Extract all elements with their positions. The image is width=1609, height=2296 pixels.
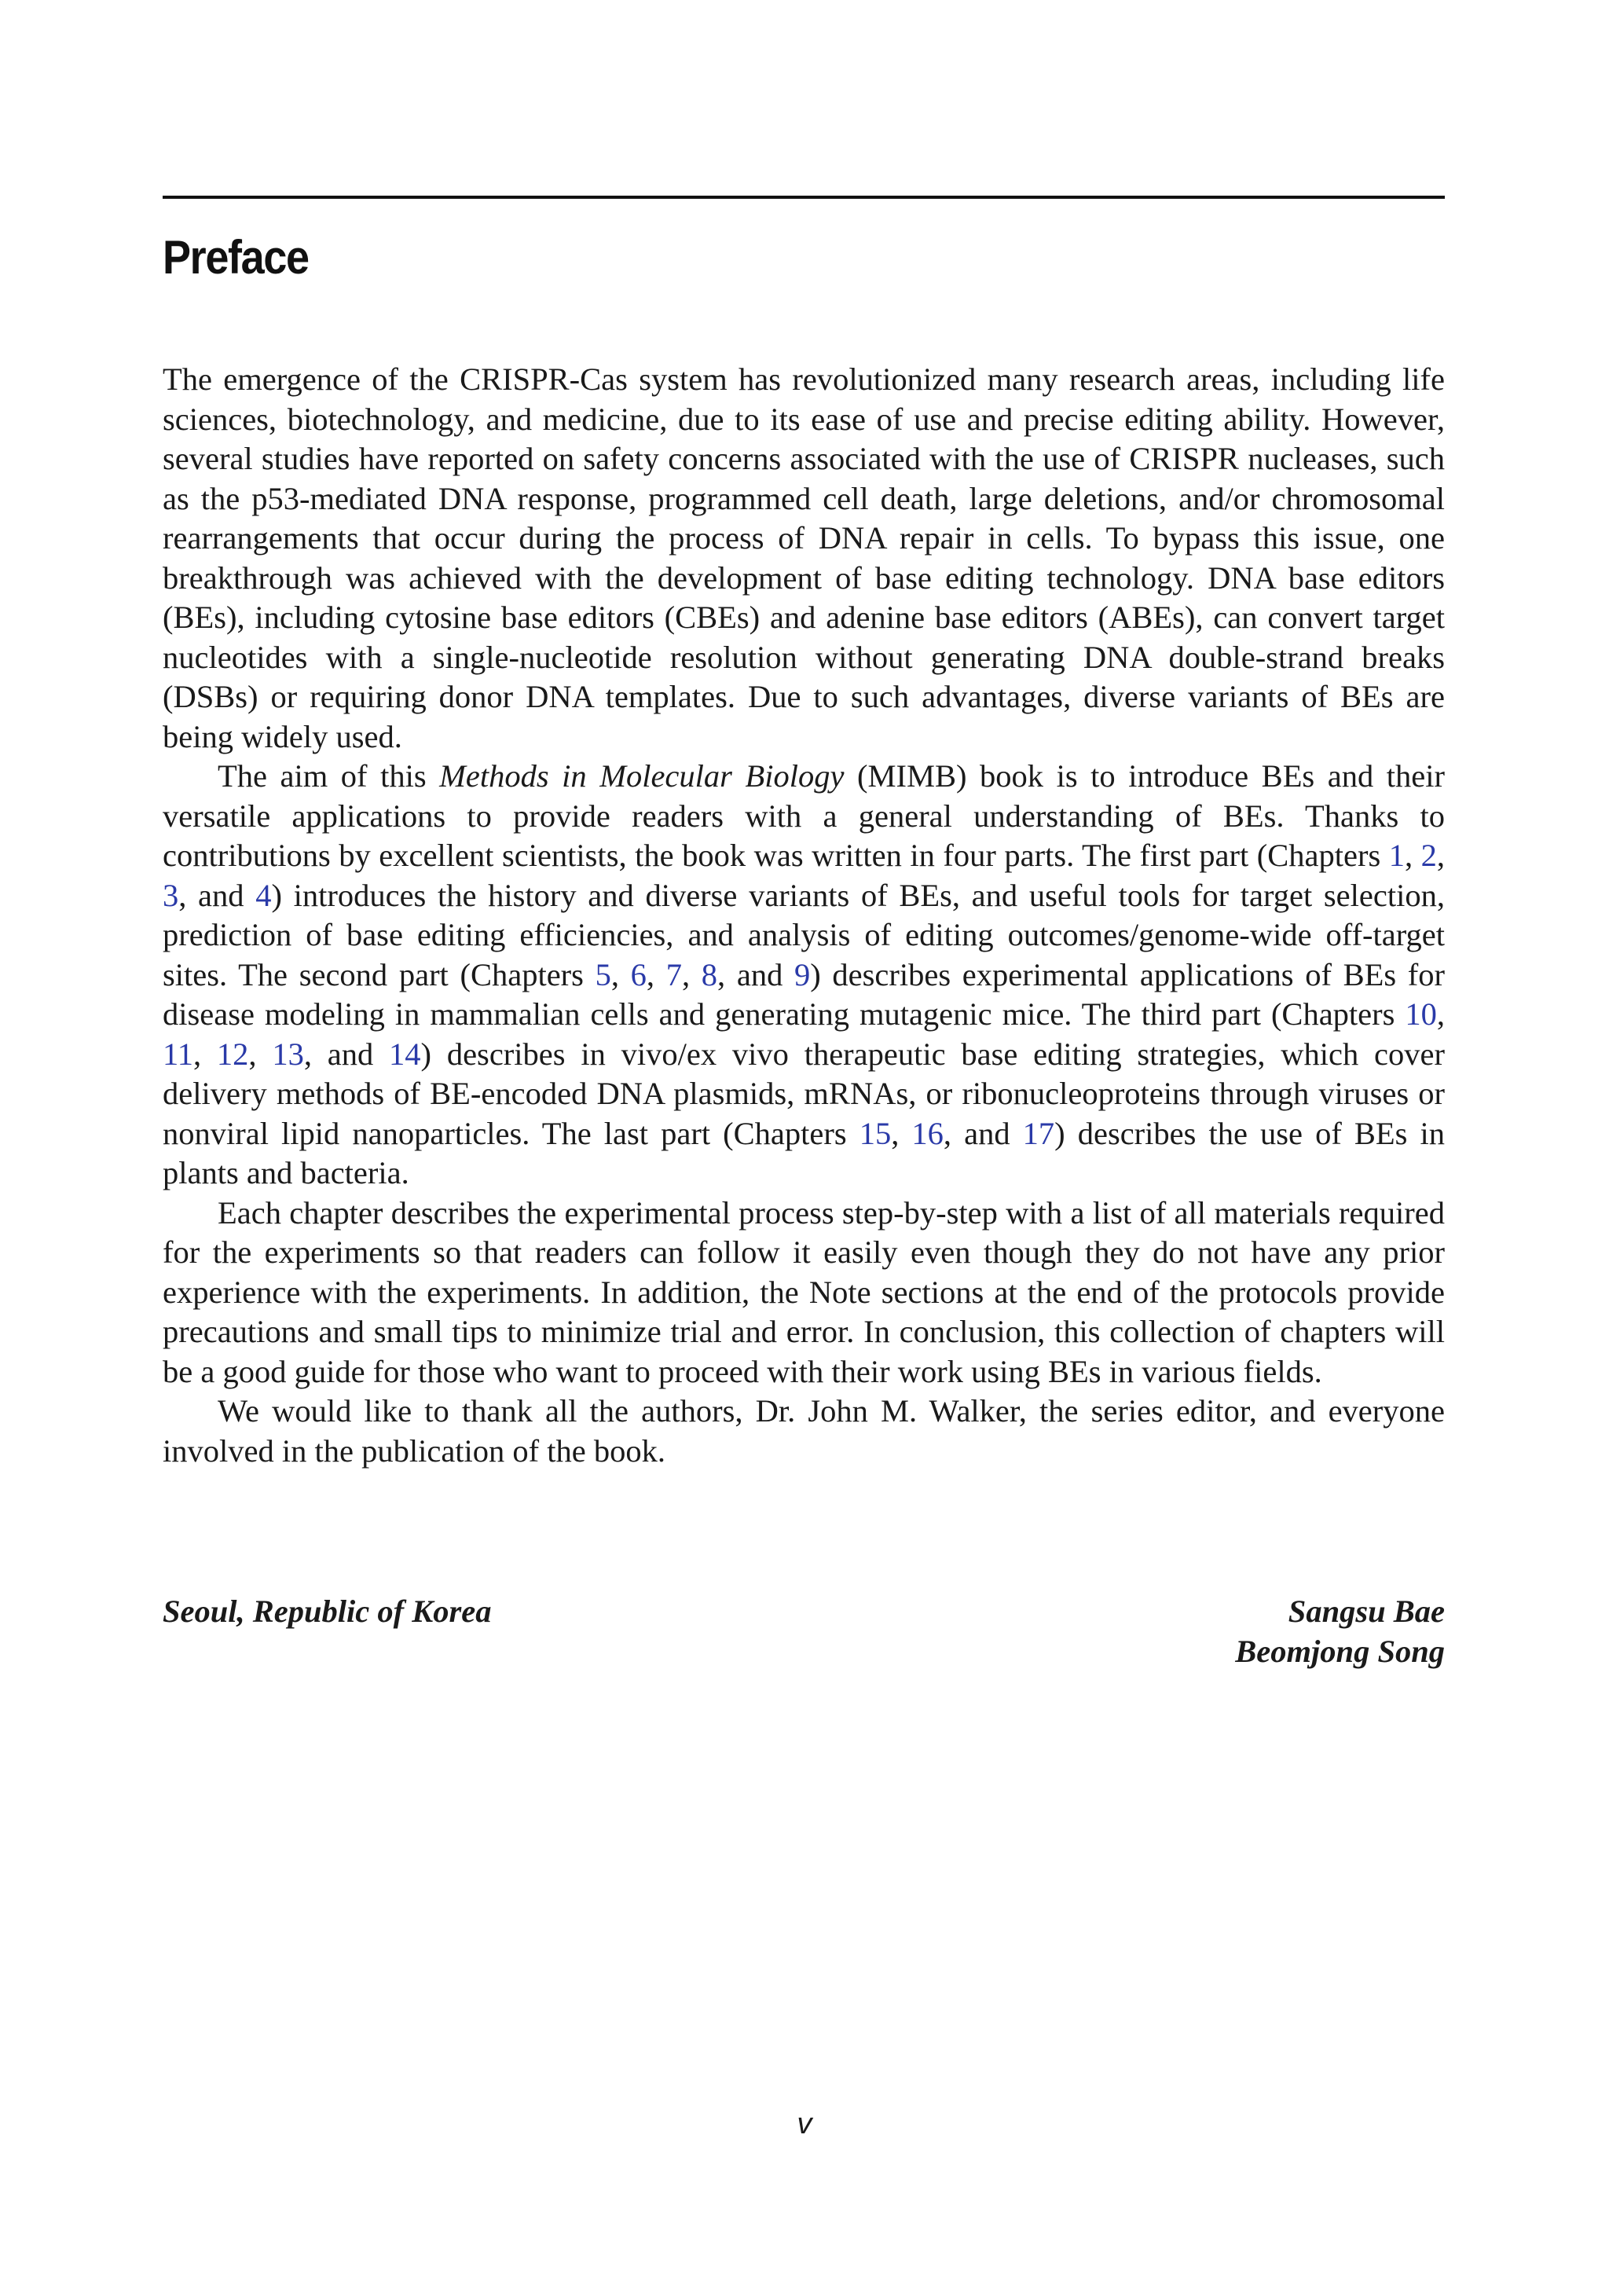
chapter-link-9[interactable]: 9	[794, 956, 811, 992]
chapter-link-3[interactable]: 3	[163, 877, 179, 913]
chapter-link-15[interactable]: 15	[859, 1115, 892, 1151]
page-number: v	[797, 2107, 812, 2140]
chapter-link-11[interactable]: 11	[163, 1036, 193, 1072]
text-run: ) describes experimental applications of BEs for disease modeling in mammalian cells and generating mutagenic mice. The third part (Chapters	[163, 956, 1446, 1032]
chapter-link-7[interactable]: 7	[665, 956, 682, 992]
text-run: (MIMB) book is to introduce BEs and their versatile applications to provide readers with a general understanding of BEs. Thanks to contributions by excellent scientists, the book was written in four parts. The first part (Chapters	[163, 758, 1445, 873]
author-name: Sangsu Bae	[1288, 1594, 1445, 1629]
chapter-link-17[interactable]: 17	[1022, 1115, 1055, 1151]
text-run: ,	[1436, 996, 1445, 1032]
paragraph-2	[163, 757, 1445, 1194]
chapter-link-12[interactable]: 12	[216, 1036, 249, 1072]
text-run: , and	[178, 877, 256, 913]
text-run: ,	[610, 956, 631, 992]
chapter-link-4[interactable]: 4	[255, 877, 272, 913]
text-run: ,	[646, 956, 666, 992]
text-run: , and	[943, 1115, 1023, 1151]
chapter-link-13[interactable]: 13	[272, 1036, 304, 1072]
text-run: ) introduces the history and diverse variants of BEs, and useful tools for target selection, prediction of base editing efficiencies, and analysis of editing outcomes/genome-wide off-target sites. The second part (Chapters	[163, 877, 1445, 992]
chapter-link-6[interactable]: 6	[630, 956, 647, 992]
page-title: Preface	[163, 231, 309, 284]
text-run: ,	[681, 956, 702, 992]
text-run: We would like to thank all the authors, Dr. John M. Walker, the series editor, and everyone involved in the publication of the book.	[163, 1393, 1445, 1469]
author-name: Beomjong Song	[1235, 1633, 1445, 1669]
book-title-italic: Methods in Molecular Biology	[439, 758, 845, 794]
chapter-link-2[interactable]: 2	[1420, 838, 1437, 873]
signoff-authors	[1235, 1592, 1445, 1671]
text-run: , and	[717, 956, 794, 992]
text-run: ,	[1404, 838, 1421, 873]
signoff-place: Seoul, Republic of Korea	[163, 1594, 492, 1629]
paragraph-3	[163, 1194, 1445, 1392]
chapter-link-16[interactable]: 16	[911, 1115, 944, 1151]
text-run: The emergence of the CRISPR-Cas system has revolutionized many research areas, including life sciences, biotechnology, and medicine, due to its ease of use and precise editing ability. However, several studies have reported on safety concerns associated with the use of CRISPR nucleases, such as the p53-mediated DNA response, programmed cell death, large deletions, and/or chromosomal rearrangements that occur during the process of DNA repair in cells. To bypass this issue, one breakthrough was achieved with the development of base editing technology. DNA base editors (BEs), including cytosine base editors (CBEs) and adenine base editors (ABEs), can convert target nucleotides with a single-nucleotide resolution without generating DNA double-strand breaks (DSBs) or requiring donor DNA templates. Due to such advantages, diverse variants of BEs are being widely used.	[163, 361, 1445, 754]
text-run: Each chapter describes the experimental process step-by-step with a list of all materials required for the experiments so that readers can follow it easily even though they do not have any prior experience with the experiments. In addition, the Note sections at the end of the protocols provide precautions and small tips to minimize trial and error. In conclusion, this collection of chapters will be a good guide for those who want to proceed with their work using BEs in various fields.	[163, 1194, 1445, 1389]
header-rule	[163, 196, 1445, 199]
chapter-link-10[interactable]: 10	[1405, 996, 1437, 1032]
paragraph-4	[163, 1392, 1445, 1471]
preface-body	[163, 360, 1445, 1471]
text-run: ,	[193, 1036, 217, 1072]
paragraph-1	[163, 360, 1445, 757]
chapter-link-8[interactable]: 8	[701, 956, 718, 992]
text-run: ,	[891, 1115, 912, 1151]
text-run: , and	[303, 1036, 390, 1072]
chapter-link-1[interactable]: 1	[1388, 838, 1405, 873]
text-run: ,	[248, 1036, 273, 1072]
text-run: ) describes the use of BEs in plants and bacteria.	[163, 1115, 1445, 1190]
chapter-link-14[interactable]: 14	[389, 1036, 421, 1072]
text-run: The aim of this	[218, 758, 440, 794]
text-run: ) describes in vivo/ex vivo therapeutic base editing strategies, which cover delivery methods of BE-encoded DNA plasmids, mRNAs, or ribonucleoproteins through viruses or nonviral lipid nanoparticles. The last part (Chapters	[163, 1036, 1445, 1151]
text-run: ,	[1436, 838, 1446, 873]
chapter-link-5[interactable]: 5	[595, 956, 611, 992]
